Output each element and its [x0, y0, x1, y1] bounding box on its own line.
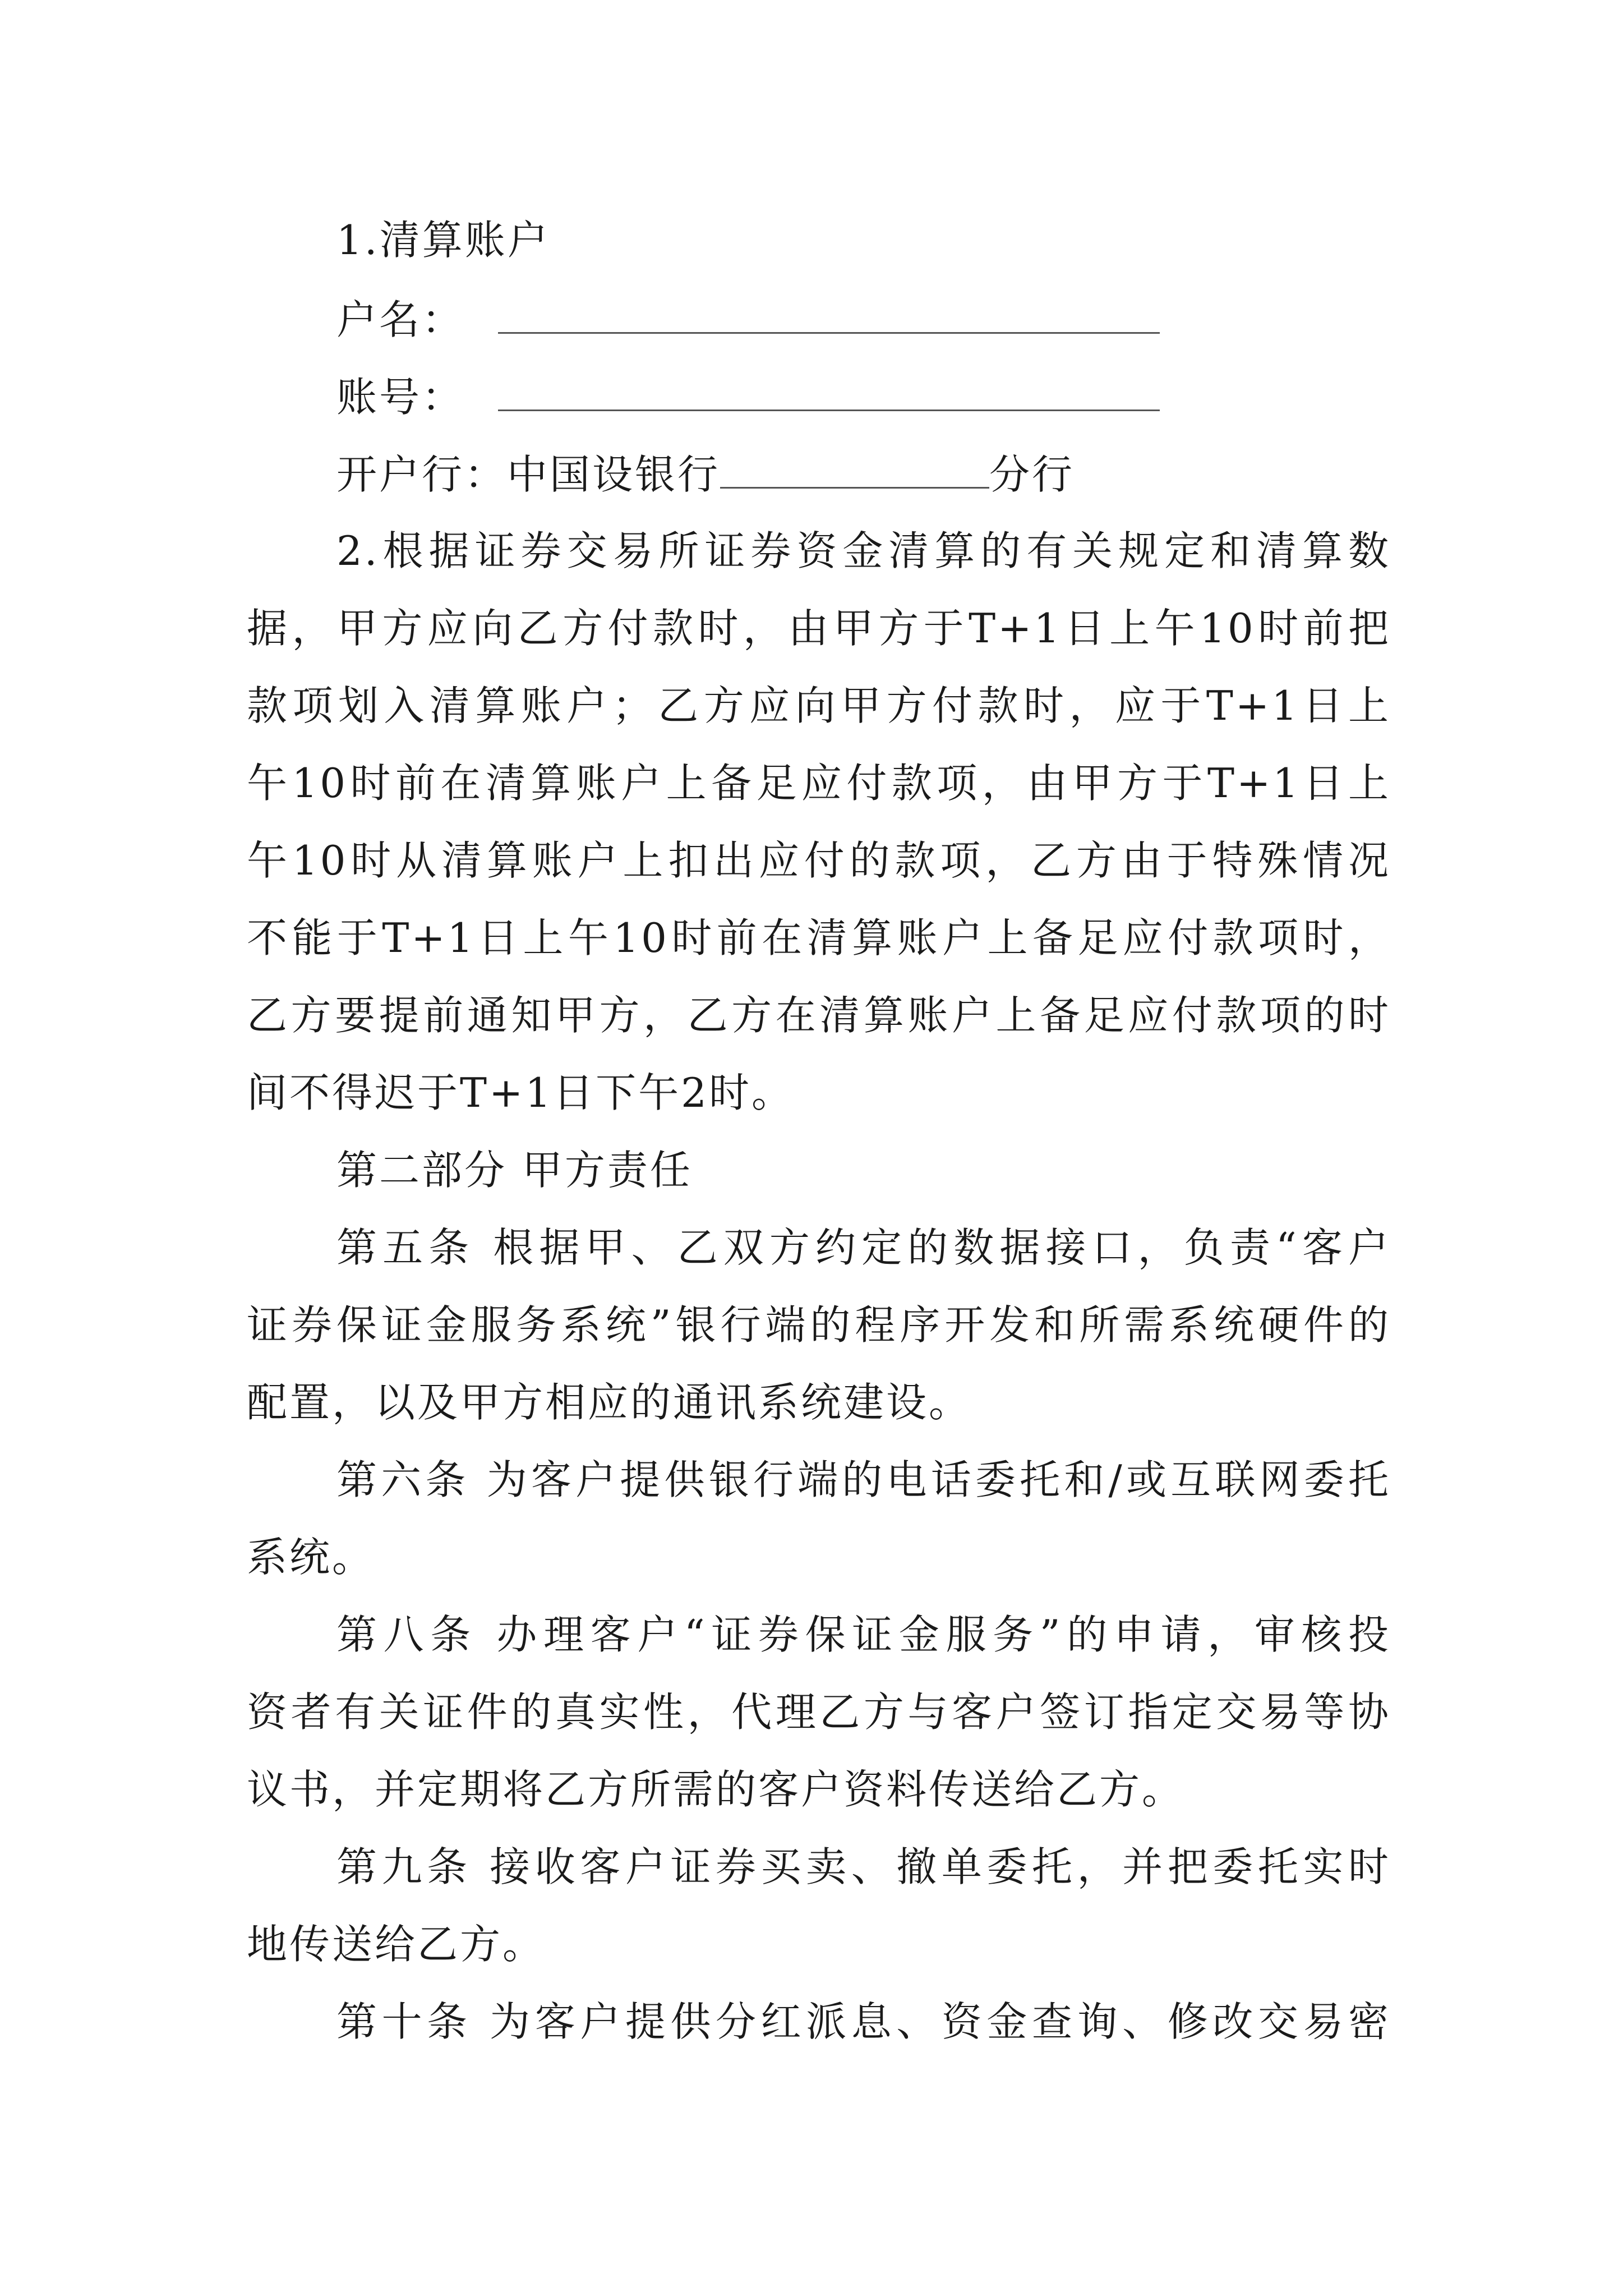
- paragraph-line: 款项划入清算账户；乙方应向甲方付款时，应于T+1日上: [247, 682, 1391, 729]
- account-name-label: 户名：: [336, 296, 465, 343]
- article-9-line: 第九条 接收客户证券买卖、撤单委托，并把委托实时: [336, 1843, 1391, 1890]
- bank-row: [336, 451, 1391, 498]
- paragraph-line: 2.根据证券交易所证券资金清算的有关规定和清算数: [336, 527, 1391, 574]
- article-8-line: 资者有关证件的真实性，代理乙方与客户签订指定交易等协: [247, 1688, 1391, 1736]
- paragraph-line: 午10时从清算账户上扣出应付的款项，乙方由于特殊情况: [247, 837, 1391, 884]
- article-6-line: 第六条 为客户提供银行端的电话委托和/或互联网委托: [336, 1456, 1391, 1503]
- paragraph-line: 据，甲方应向乙方付款时，由甲方于T+1日上午10时前把: [247, 605, 1391, 652]
- article-5-line: 配置，以及甲方相应的通讯系统建设。: [247, 1379, 972, 1426]
- paragraph-line: 不能于T+1日上午10时前在清算账户上备足应付款项时，: [247, 914, 1391, 961]
- bank-label: 开户行：中国设银行: [336, 451, 721, 498]
- article-9-line: 地传送给乙方。: [247, 1921, 546, 1968]
- account-name-blank: [498, 298, 1160, 334]
- account-name-row: [336, 296, 1391, 343]
- article-8-line: 第八条 办理客户“证券保证金服务”的申请，审核投: [336, 1611, 1391, 1658]
- account-number-blank: [498, 376, 1160, 411]
- settlement-account-heading: 1.清算账户: [336, 217, 550, 264]
- article-6-line: 系统。: [247, 1534, 375, 1581]
- paragraph-line: 间不得迟于T+1日下午2时。: [247, 1069, 794, 1116]
- article-5-line: 第五条 根据甲、乙双方约定的数据接口，负责“客户: [336, 1224, 1391, 1271]
- paragraph-line: 乙方要提前通知甲方，乙方在清算账户上备足应付款项的时: [247, 992, 1391, 1039]
- bank-branch-blank: [720, 453, 989, 489]
- account-number-label: 账号：: [336, 374, 465, 421]
- paragraph-line: 午10时前在清算账户上备足应付款项，由甲方于T+1日上: [247, 760, 1391, 807]
- article-8-line: 议书，并定期将乙方所需的客户资料传送给乙方。: [247, 1766, 1185, 1813]
- bank-suffix: 分行: [989, 451, 1075, 498]
- article-10-line: 第十条 为客户提供分红派息、资金查询、修改交易密: [336, 1998, 1391, 2045]
- section-title: 第二部分 甲方责任: [336, 1147, 693, 1194]
- article-5-line: 证券保证金服务系统”银行端的程序开发和所需系统硬件的: [247, 1301, 1391, 1349]
- account-number-row: [336, 374, 1391, 421]
